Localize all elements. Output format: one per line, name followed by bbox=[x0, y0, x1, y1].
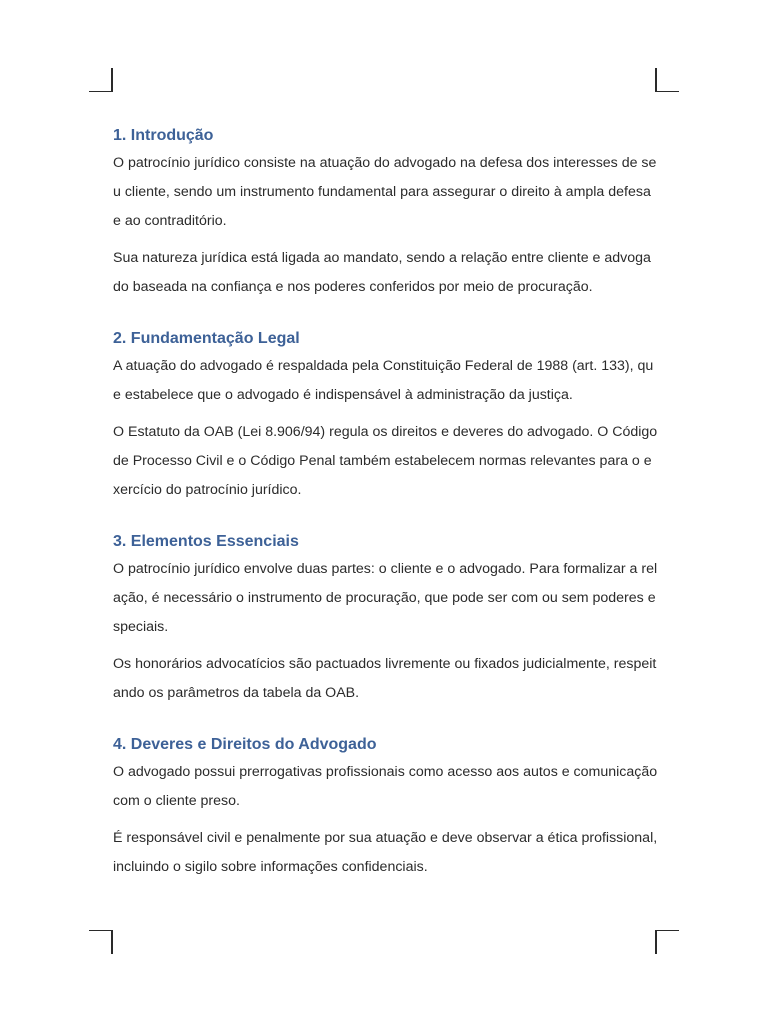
crop-mark-top-right bbox=[655, 68, 679, 92]
paragraph: O advogado possui prerrogativas profissionais como acesso aos autos e comunicação com o cliente preso. bbox=[113, 764, 658, 809]
section-deveres-direitos bbox=[113, 734, 658, 882]
paragraph: É responsável civil e penalmente por sua atuação e deve observar a ética profissional, incluindo o sigilo sobre informações confidenciais. bbox=[113, 830, 658, 875]
section-heading: 2. Fundamentação Legal bbox=[113, 330, 300, 347]
paragraph: Sua natureza jurídica está ligada ao mandato, sendo a relação entre cliente e advogado baseada na confiança e nos poderes conferidos por meio de procuração. bbox=[113, 250, 651, 295]
paragraph: O patrocínio jurídico envolve duas partes: o cliente e o advogado. Para formalizar a relação, é necessário o instrumento de procuração, que pode ser com ou sem poderes especiais. bbox=[113, 561, 658, 635]
paragraph: O Estatuto da OAB (Lei 8.906/94) regula os direitos e deveres do advogado. O Código de Processo Civil e o Código Penal também estabelecem normas relevantes para o exercício do patrocínio jurídico. bbox=[113, 424, 658, 498]
section-heading: 3. Elementos Essenciais bbox=[113, 533, 299, 550]
section-heading: 4. Deveres e Direitos do Advogado bbox=[113, 736, 377, 753]
paragraph: Os honorários advocatícios são pactuados livremente ou fixados judicialmente, respeitando os parâmetros da tabela da OAB. bbox=[113, 656, 657, 701]
crop-mark-bottom-right bbox=[655, 930, 679, 954]
paragraph: O patrocínio jurídico consiste na atuação do advogado na defesa dos interesses de seu cliente, sendo um instrumento fundamental para assegurar o direito à ampla defesa e ao contraditório. bbox=[113, 155, 657, 229]
section-introducao bbox=[113, 125, 658, 302]
crop-mark-bottom-left bbox=[89, 930, 113, 954]
section-elementos-essenciais bbox=[113, 531, 658, 708]
paragraph: A atuação do advogado é respaldada pela Constituição Federal de 1988 (art. 133), que estabelece que o advogado é indispensável à administração da justiça. bbox=[113, 358, 654, 403]
section-heading: 1. Introdução bbox=[113, 127, 214, 144]
crop-mark-top-left bbox=[89, 68, 113, 92]
document-body bbox=[113, 125, 658, 908]
section-fundamentacao-legal bbox=[113, 328, 658, 505]
